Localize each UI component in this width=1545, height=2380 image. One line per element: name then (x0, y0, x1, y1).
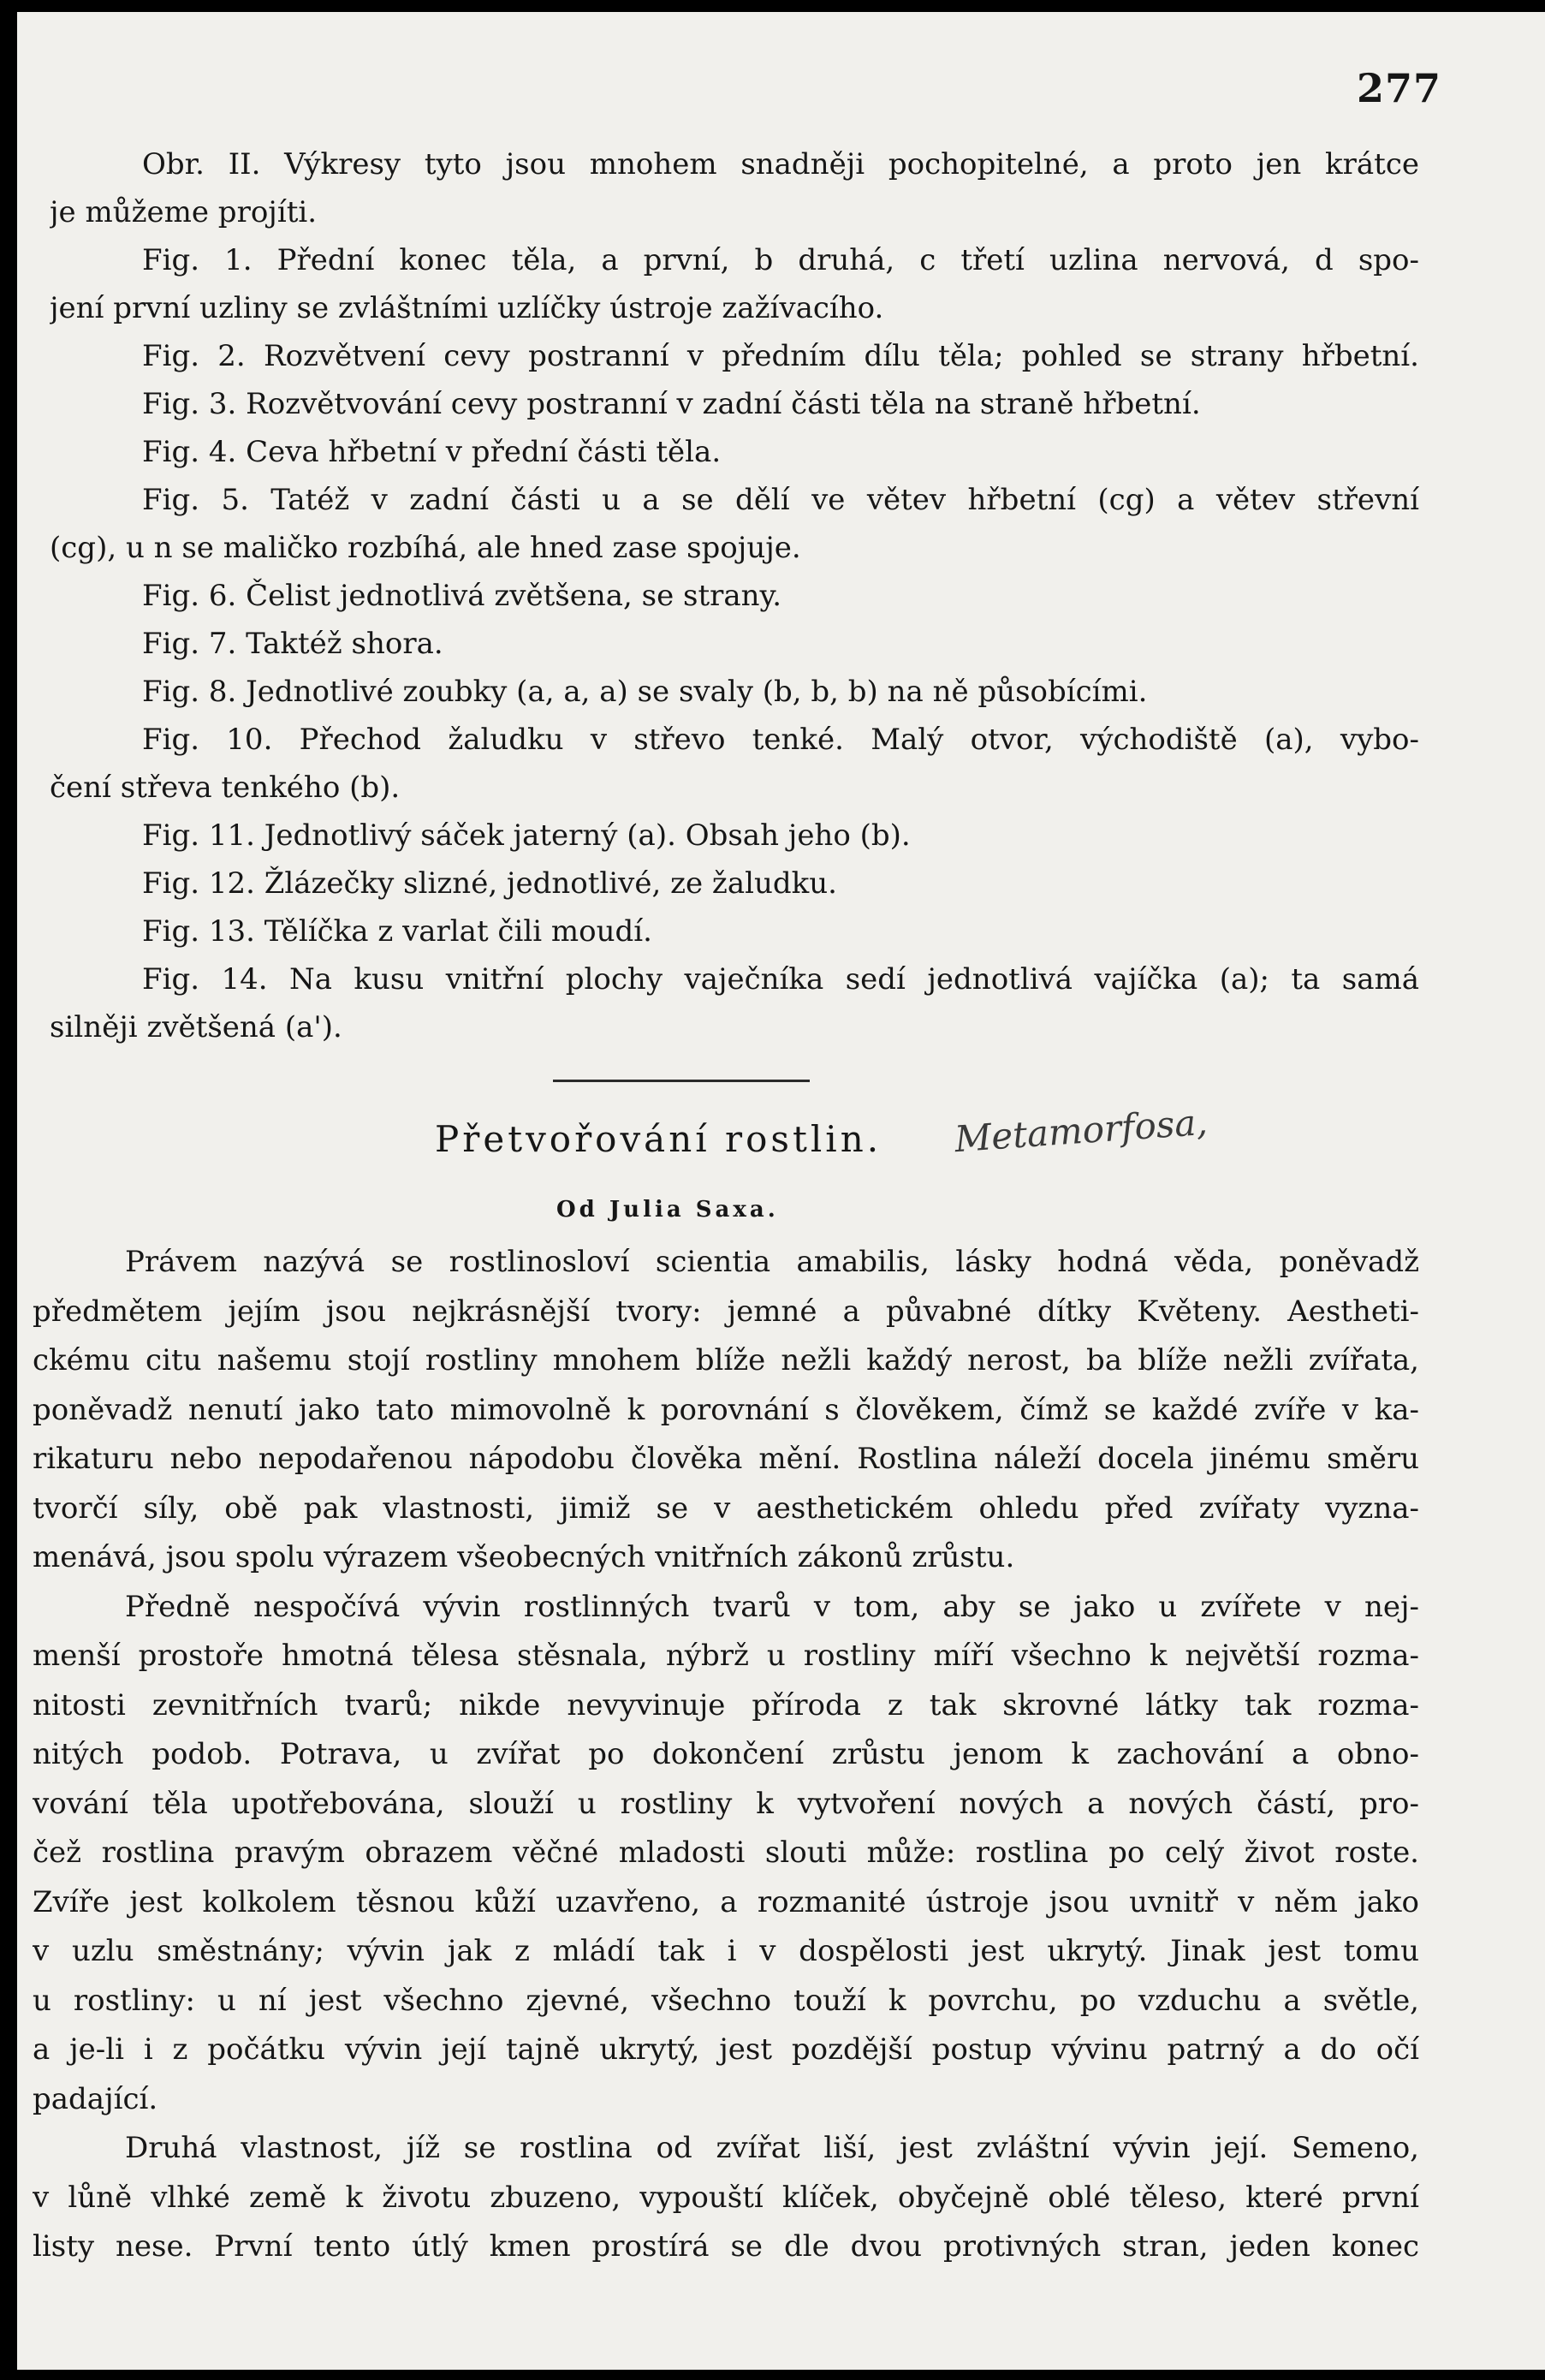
body-line: tvorčí síly, obě pak vlastnosti, jimiž se v aesthetickém ohledu před zvířaty vyzna- (33, 1490, 1419, 1526)
article-body (33, 1238, 1419, 2272)
book-page (17, 12, 1545, 2370)
body-line: Druhá vlastnost, jíž se rostlina od zvířat liší, jest zvláštní vývin její. Semeno, (125, 2131, 1419, 2165)
body-line: předmětem jejím jsou nejkrásnější tvory: jemné a půvabné dítky Květeny. Aestheti- (33, 1294, 1419, 1329)
body-line: vování těla upotřebována, slouží u rostliny k vytvoření nových a nových částí, pro- (33, 1786, 1419, 1821)
body-line: u rostliny: u ní jest všechno zjevné, všechno touží k povrchu, po vzduchu a světle, (33, 1983, 1419, 2018)
body-line: nitých podob. Potrava, u zvířat po dokončení zrůstu jenom k zachování a obno- (33, 1737, 1419, 1771)
legend-line: Fig. 6. Čelist jednotlivá zvětšena, se strany. (142, 579, 782, 613)
article-title: Přetvořování rostlin. (435, 1118, 882, 1160)
body-line: čež rostlina pravým obrazem věčné mladosti slouti může: rostlina po celý život roste. (33, 1836, 1419, 1870)
figure-legend (50, 140, 1419, 1051)
legend-line: Obr. II. Výkresy tyto jsou mnohem snadněji pochopitelné, a proto jen krátce (142, 147, 1419, 181)
legend-line: je můžeme projíti. (50, 195, 318, 229)
legend-line: Fig. 3. Rozvětvování cevy postranní v zadní části těla na straně hřbetní. (142, 387, 1201, 421)
body-line: Zvíře jest kolkolem těsnou kůží uzavřeno, a rozmanité ústroje jsou uvnitř v něm jako (33, 1884, 1419, 1919)
body-line: Předně nespočívá vývin rostlinných tvarů v tom, aby se jako u zvířete v nej- (125, 1589, 1419, 1624)
legend-line: čení střeva tenkého (b). (50, 771, 401, 805)
legend-line: Fig. 10. Přechod žaludku v střevo tenké. Malý otvor, východiště (a), vybo- (142, 723, 1419, 757)
handwritten-annotation: Metamorfosa, (953, 1100, 1209, 1161)
section-divider (553, 1080, 810, 1082)
legend-line: Fig. 8. Jednotlivé zoubky (a, a, a) se svaly (b, b, b) na ně působícími. (142, 675, 1148, 709)
legend-line: Fig. 11. Jednotlivý sáček jaterný (a). Obsah jeho (b). (142, 818, 911, 853)
body-line: Právem nazývá se rostlinosloví scientia amabilis, lásky hodná věda, poněvadž (125, 1245, 1419, 1279)
legend-line: silněji zvětšená (a'). (50, 1010, 342, 1044)
body-line: a je-li i z počátku vývin její tajně ukrytý, jest pozdější postup vývinu patrný a do očí (33, 2032, 1419, 2067)
legend-line: Fig. 2. Rozvětvení cevy postranní v předním dílu těla; pohled se strany hřbetní. (142, 339, 1419, 373)
legend-line: jení první uzliny se zvláštními uzlíčky ústroje zažívacího. (50, 291, 884, 325)
legend-line: Fig. 14. Na kusu vnitřní plochy vaječníka sedí jednotlivá vajíčka (a); ta samá (142, 962, 1419, 997)
body-line: menší prostoře hmotná tělesa stěsnala, nýbrž u rostliny míří všechno k největší rozma- (33, 1639, 1419, 1673)
legend-line: Fig. 1. Přední konec těla, a první, b druhá, c třetí uzlina nervová, d spo- (142, 243, 1419, 277)
body-line: listy nese. První tento útlý kmen prostírá se dle dvou protivných stran, jeden konec (33, 2229, 1419, 2264)
body-line: v uzlu směstnány; vývin jak z mládí tak i v dospělosti jest ukrytý. Jinak jest tomu (33, 1934, 1419, 1968)
legend-line: Fig. 4. Ceva hřbetní v přední části těla. (142, 435, 722, 469)
legend-line: Fig. 7. Taktéž shora. (142, 627, 443, 661)
legend-line: Fig. 12. Žlázečky slizné, jednotlivé, ze žaludku. (142, 866, 837, 901)
body-line: ckému citu našemu stojí rostliny mnohem blíže nežli každý nerost, ba blíže nežli zvířata, (33, 1343, 1419, 1377)
body-line: menává, jsou spolu výrazem všeobecných vnitřních zákonů zrůstu. (33, 1540, 1015, 1574)
page-number: 277 (1357, 65, 1442, 111)
legend-line: Fig. 5. Tatéž v zadní části u a se dělí ve větev hřbetní (cg) a větev střevní (142, 483, 1419, 517)
article-byline: Od Julia Saxa. (556, 1197, 779, 1223)
body-line: rikaturu nebo nepodařenou nápodobu člověka mění. Rostlina náleží docela jinému směru (33, 1442, 1419, 1476)
body-line: v lůně vlhké země k životu zbuzeno, vypouští klíček, obyčejně oblé těleso, které první (33, 2180, 1419, 2215)
body-line: poněvadž nenutí jako tato mimovolně k porovnání s člověkem, čímž se každé zvíře v ka- (33, 1392, 1419, 1427)
body-line: padající. (33, 2081, 158, 2116)
body-line: nitosti zevnitřních tvarů; nikde nevyvinuje příroda z tak skrovné látky tak rozma- (33, 1687, 1419, 1723)
legend-line: (cg), u n se maličko rozbíhá, ale hned zase spojuje. (50, 531, 801, 565)
legend-line: Fig. 13. Tělíčka z varlat čili moudí. (142, 914, 652, 949)
